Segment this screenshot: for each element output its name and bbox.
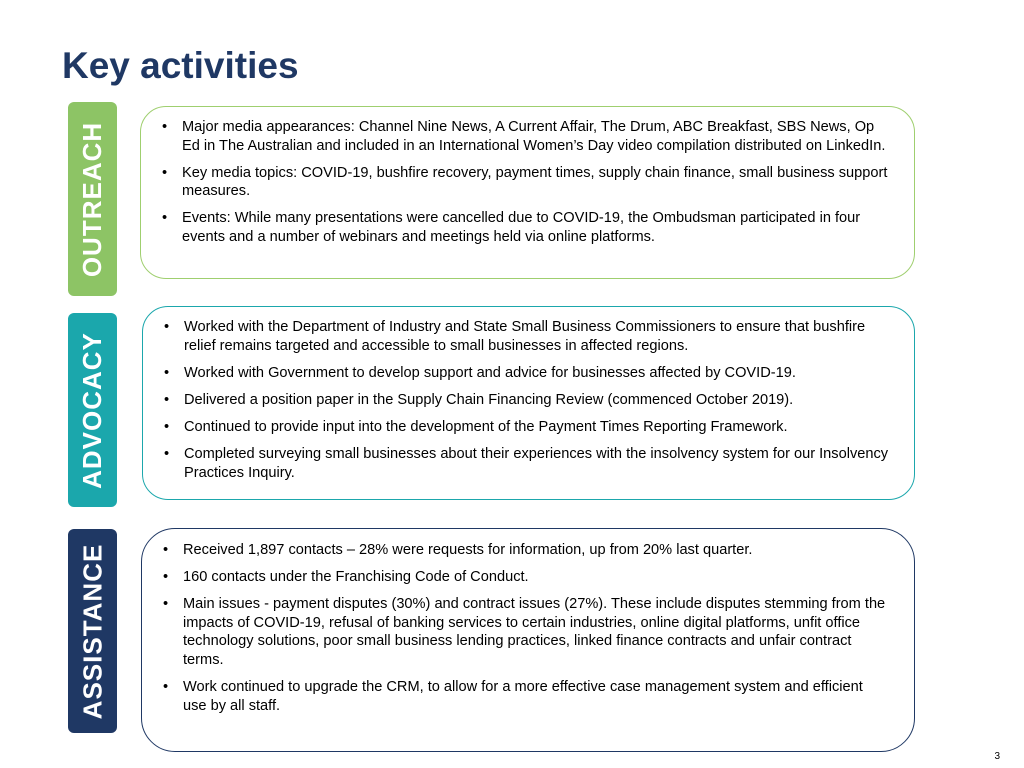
advocacy-list (164, 318, 890, 482)
advocacy-panel (142, 306, 915, 500)
outreach-tag (68, 102, 117, 296)
outreach-list (162, 118, 890, 247)
outreach-panel (140, 106, 915, 279)
list-item: • Received 1,897 contacts – 28% were requests for information, up from 20% last quarter. (163, 541, 890, 560)
assistance-label: ASSISTANCE (77, 543, 107, 719)
page-number: 3 (994, 751, 1000, 762)
list-item: • Events: While many presentations were cancelled due to COVID-19, the Ombudsman participated in four events and a number of webinars and meetings held via online platforms. (162, 209, 890, 246)
list-item: • Key media topics: COVID-19, bushfire recovery, payment times, supply chain finance, small business support measures. (162, 164, 890, 201)
list-item: • Completed surveying small businesses about their experiences with the insolvency system for our Insolvency Practices Inquiry. (164, 445, 890, 482)
list-item: • Work continued to upgrade the CRM, to allow for a more effective case management system and efficient use by all staff. (163, 678, 890, 715)
list-item: • Delivered a position paper in the Supply Chain Financing Review (commenced October 2019). (164, 391, 890, 410)
advocacy-label: ADVOCACY (77, 331, 108, 489)
list-item: • Main issues - payment disputes (30%) and contract issues (27%). These include disputes stemming from the impacts of COVID-19, refusal of banking services to certain industries, online digital platforms, unfit office technology solutions, poor small business lending practices, linked finance contracts and unfair contract terms. (163, 595, 890, 669)
assistance-list (163, 541, 890, 715)
assistance-panel (141, 528, 915, 752)
page-title: Key activities (62, 45, 299, 86)
list-item: • Worked with the Department of Industry and State Small Business Commissioners to ensure that bushfire relief remains targeted and accessible to small businesses in affected regions. (164, 318, 890, 355)
list-item: • Continued to provide input into the development of the Payment Times Reporting Framework. (164, 418, 890, 437)
outreach-label: OUTREACH (77, 121, 107, 277)
advocacy-tag (68, 313, 117, 507)
list-item: • Major media appearances: Channel Nine News, A Current Affair, The Drum, ABC Breakfast, SBS News, Op Ed in The Australian and included in an International Women’s Day video compilation distributed on LinkedIn. (162, 118, 890, 155)
assistance-tag (68, 529, 117, 733)
list-item: • 160 contacts under the Franchising Code of Conduct. (163, 568, 890, 587)
list-item: • Worked with Government to develop support and advice for businesses affected by COVID-19. (164, 364, 890, 383)
